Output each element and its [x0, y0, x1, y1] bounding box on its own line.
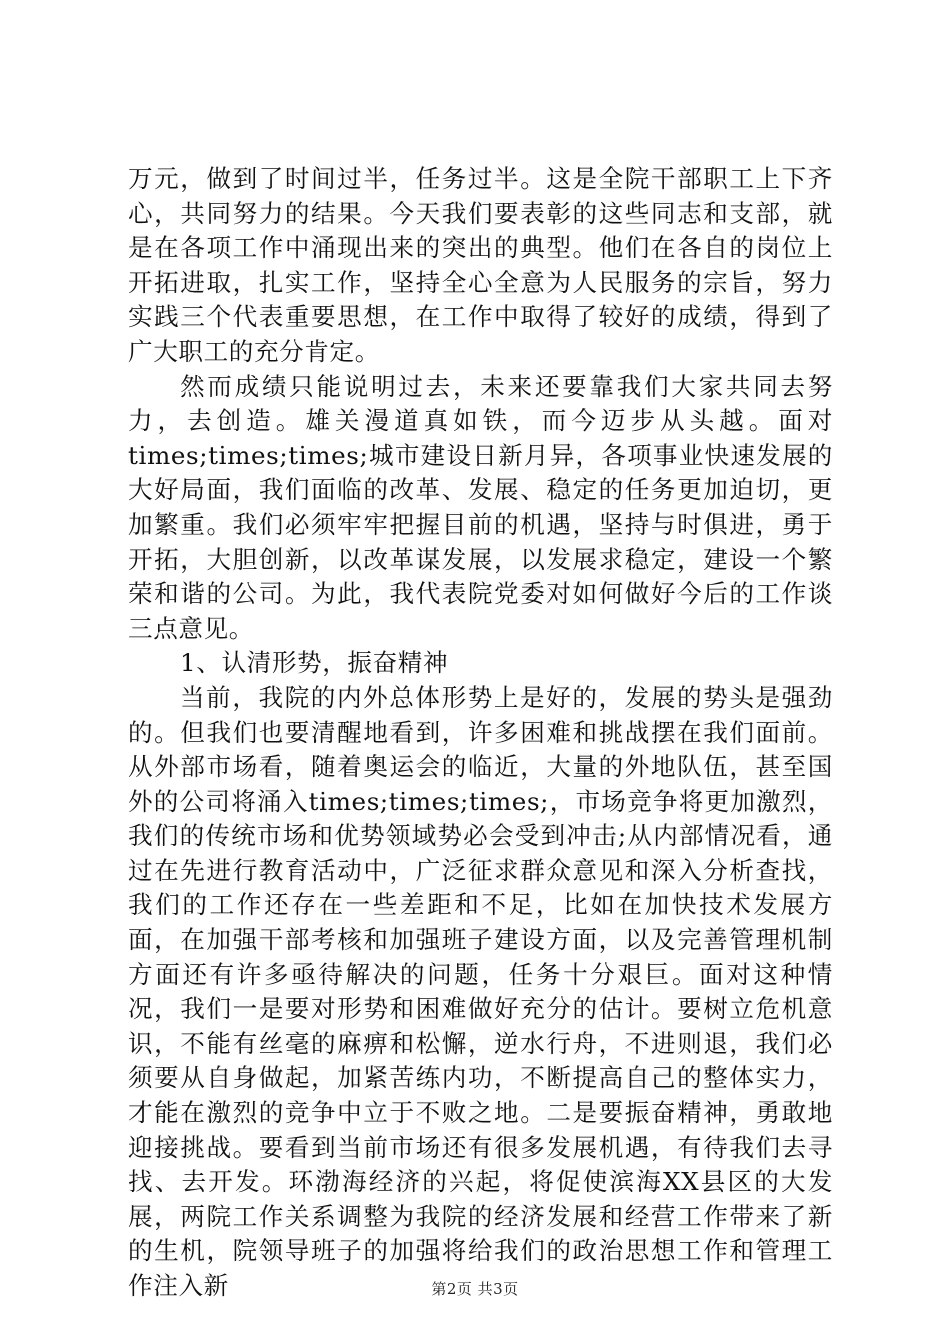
paragraph-outlook: 然而成绩只能说明过去，未来还要靠我们大家共同去努力，去创造。雄关漫道真如铁，而今迈步从头越。面对times;times;times;城市建设日新月异，各项事业快速发展的大好局面，我们面临的改革、发展、稳定的任务更加迫切，更加繁重。我们必须牢牢把握目前的机遇，坚持与时俱进，勇于开拓，大胆创新，以改革谋发展，以发展求稳定，建设一个繁荣和谐的公司。为此，我代表院党委对如何做好今后的工作谈三点意见。: [128, 371, 833, 643]
paragraph-situation: 当前，我院的内外总体形势上是好的，发展的势头是强劲的。但我们也要清醒地看到，许多困难和挑战摆在我们面前。从外部市场看，随着奥运会的临近，大量的外地队伍，甚至国外的公司将涌入times;times;times;，市场竞争将更加激烈，我们的传统市场和优势领域势必会受到冲击;从内部情况看，通过在先进行教育活动中，广泛征求群众意见和深入分析查找，我们的工作还存在一些差距和不足，比如在加快技术发展方面，在加强干部考核和加强班子建设方面，以及完善管理机制方面还有许多亟待解决的问题，任务十分艰巨。面对这种情况，我们一是要对形势和困难做好充分的估计。要树立危机意识，不能有丝毫的麻痹和松懈，逆水行舟，不进则退，我们必须要从自身做起，加紧苦练内功，不断提高自己的整体实力，才能在激烈的竞争中立于不败之地。二是要振奋精神，勇敢地迎接挑战。要看到当前市场还有很多发展机遇，有待我们去寻找、去开发。环渤海经济的兴起，将促使滨海XX县区的大发展，两院工作关系调整为我院的经济发展和经营工作带来了新的生机，院领导班子的加强将给我们的政治思想工作和管理工作注入新: [128, 682, 833, 1300]
section-heading: 1、认清形势，振奋精神: [180, 648, 449, 678]
paragraph-continuation: 万元，做到了时间过半，任务过半。这是全院干部职工上下齐心，共同努力的结果。今天我们要表彰的这些同志和支部，就是在各项工作中涌现出来的突出的典型。他们在各自的岗位上开拓进取，扎实工作，坚持全心全意为人民服务的宗旨，努力实践三个代表重要思想，在工作中取得了较好的成绩，得到了广大职工的充分肯定。: [128, 164, 833, 366]
page-number: 第2页 共3页: [431, 1280, 519, 1298]
body-text: [128, 162, 833, 1304]
